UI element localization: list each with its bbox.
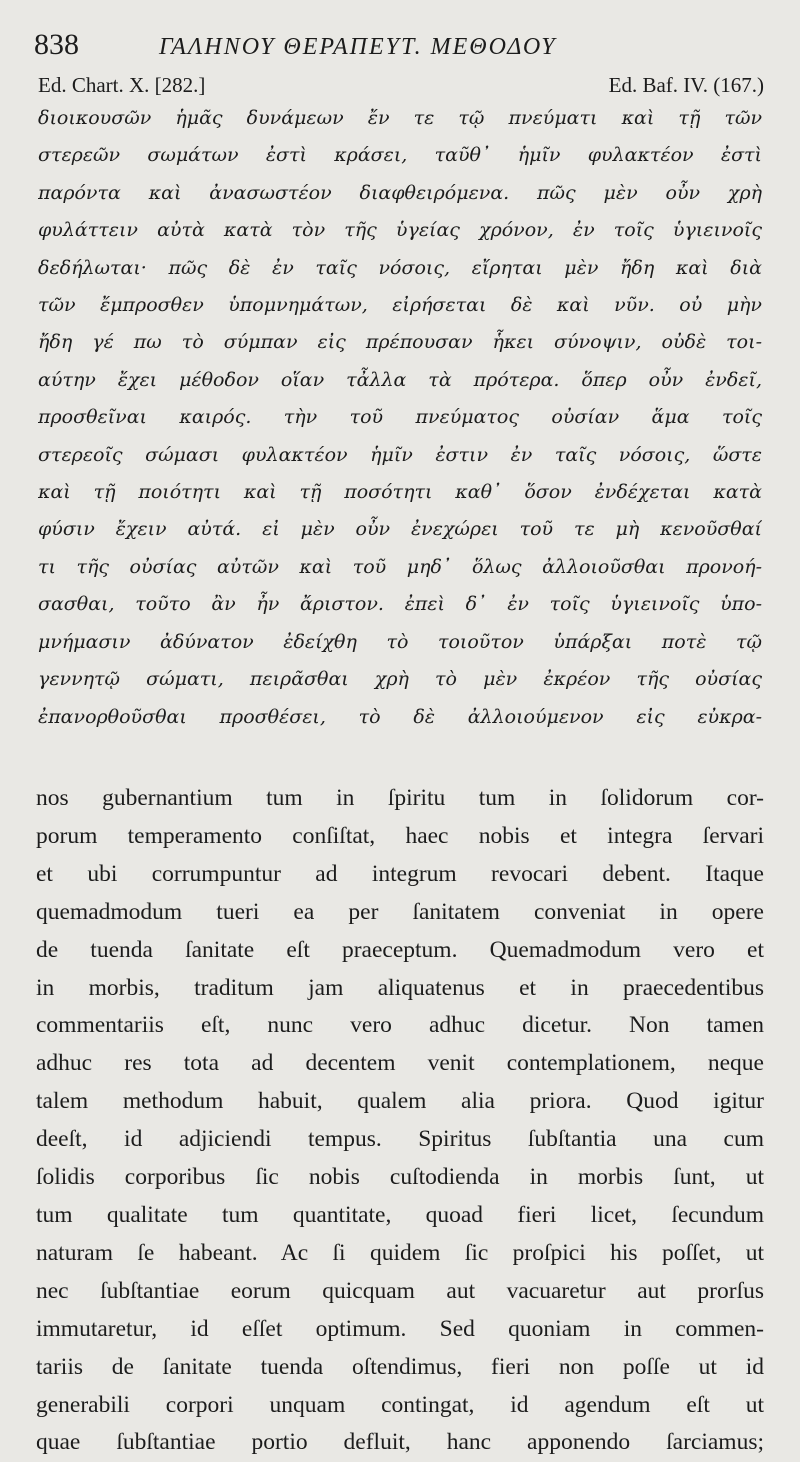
greek-text-line: ἐπανορθοῦσθαι προσθέσει, τὸ δὲ ἀλλοιούμενον εἰς εὐκρα- (38, 705, 762, 728)
latin-text-line: quemadmodum tueri ea per ſanitatem conveniat in opere (36, 898, 764, 925)
greek-text-line: τῶν ἔμπροσθεν ὑπομνημάτων, εἰρήσεται δὲ καὶ νῦν. οὐ μὴν (38, 294, 762, 317)
edition-chartier: Ed. Chart. X. [282.] (38, 73, 206, 97)
latin-text-line: deeſt, id adjiciendi tempus. Spiritus ſubſtantia una cum (36, 1126, 764, 1153)
latin-text-line: tariis de ſanitate tuenda oſtendimus, fieri non poſſe ut id (36, 1353, 764, 1380)
edition-basel: Ed. Baf. IV. (167.) (608, 73, 764, 97)
greek-text-line: διοικουσῶν ἡμᾶς δυνάμεων ἔν τε τῷ πνεύματι καὶ τῇ τῶν (38, 107, 762, 129)
latin-text-line: commentariis eſt, nunc vero adhuc dicetur. Non tamen (36, 1012, 764, 1039)
latin-text-line: talem methodum habuit, qualem alia priora. Quod igitur (36, 1088, 764, 1115)
page-number: 838 (34, 28, 79, 61)
latin-text-line: quae ſubſtantiae portio defluit, hanc apponendo ſarciamus; (36, 1429, 764, 1456)
latin-text-line: naturam ſe habeant. Ac ſi quidem ſic proſpici his poſſet, ut (36, 1239, 764, 1266)
latin-text-line: ſolidis corporibus ſic nobis cuſtodienda in morbis ſunt, ut (36, 1164, 764, 1191)
greek-text-line: δεδήλωται· πῶς δὲ ἐν ταῖς νόσοις, εἴρηται μὲν ἤδη καὶ διὰ (38, 256, 762, 279)
latin-text-line: in morbis, traditum jam aliquatenus et in praecedentibus (36, 974, 764, 1001)
latin-text-line: tum qualitate tum quantitate, quoad fieri licet, ſecundum (36, 1201, 764, 1228)
greek-text-line: φύσιν ἔχειν αὐτά. εἰ μὲν οὖν ἐνεχώρει τοῦ τε μὴ κενοῦσθαί (38, 518, 762, 541)
latin-text-line: de tuenda ſanitate eſt praeceptum. Quemadmodum vero et (36, 936, 764, 963)
latin-text-line: et ubi corrumpuntur ad integrum revocari debent. Itaque (36, 860, 764, 887)
greek-text-line: παρόντα καὶ ἀνασωστέον διαφθειρόμενα. πῶς μὲν οὖν χρὴ (38, 181, 762, 204)
greek-text-line: προσθεῖναι καιρός. τὴν τοῦ πνεύματος οὐσίαν ἅμα τοῖς (38, 406, 762, 429)
greek-text-line: μνήμασιν ἀδύνατον ἐδείχθη τὸ τοιοῦτον ὑπάρξαι ποτὲ τῷ (38, 630, 762, 653)
greek-text-line: γεννητῷ σώματι, πειρᾶσθαι χρὴ τὸ μὲν ἐκρέον τῆς οὐσίας (38, 668, 762, 691)
running-title: ΓΑΛΗΝΟΥ ΘΕΡΑΠΕΥΤ. ΜΕΘΟΔΟΥ (159, 34, 557, 60)
greek-text-line: φυλάττειν αὐτὰ κατὰ τὸν τῆς ὑγείας χρόνον, ἐν τοῖς ὑγιεινοῖς (38, 219, 762, 242)
edition-references (38, 70, 764, 100)
latin-text-line: porum temperamento conſiſtat, haec nobis et integra ſervari (36, 822, 764, 849)
greek-text-line: σασθαι, τοῦτο ἂν ἦν ἄριστον. ἐπεὶ δ᾽ ἐν τοῖς ὑγιεινοῖς ὑπο- (38, 593, 762, 616)
latin-text-block (36, 780, 764, 1462)
greek-text-line: στερεοῖς σώμασι φυλακτέον ἡμῖν ἐστιν ἐν ταῖς νόσοις, ὥστε (38, 443, 762, 466)
greek-text-line: ἤδη γέ πω τὸ σύμπαν εἰς πρέπουσαν ἧκει σύνοψιν, οὐδὲ τοι- (38, 331, 762, 354)
greek-text-line: τι τῆς οὐσίας αὐτῶν καὶ τοῦ μηδ᾽ ὅλως ἀλλοιοῦσθαι προνοή- (38, 555, 762, 578)
page-header (34, 28, 770, 62)
latin-text-line: adhuc res tota ad decentem venit contemplationem, neque (36, 1050, 764, 1077)
greek-text-line: αύτην ἔχει μέθοδον οἵαν τἆλλα τὰ πρότερα. ὅπερ οὖν ἐνδεῖ, (38, 368, 762, 391)
latin-text-line: nos gubernantium tum in ſpiritu tum in ſolidorum cor- (36, 785, 764, 811)
latin-text-line: nec ſubſtantiae eorum quicquam aut vacuaretur aut prorſus (36, 1277, 764, 1304)
latin-text-line: immutaretur, id eſſet optimum. Sed quoniam in commen- (36, 1315, 764, 1342)
greek-text-line: καὶ τῇ ποιότητι καὶ τῇ ποσότητι καθ᾽ ὅσον ἐνδέχεται κατὰ (38, 481, 762, 504)
greek-text-block (38, 100, 762, 736)
greek-text-line: στερεῶν σωμάτων ἐστὶ κράσει, ταῦθ᾽ ἡμῖν φυλακτέον ἐστὶ (38, 144, 762, 167)
latin-text-line: generabili corpori unquam contingat, id agendum eſt ut (36, 1391, 764, 1418)
